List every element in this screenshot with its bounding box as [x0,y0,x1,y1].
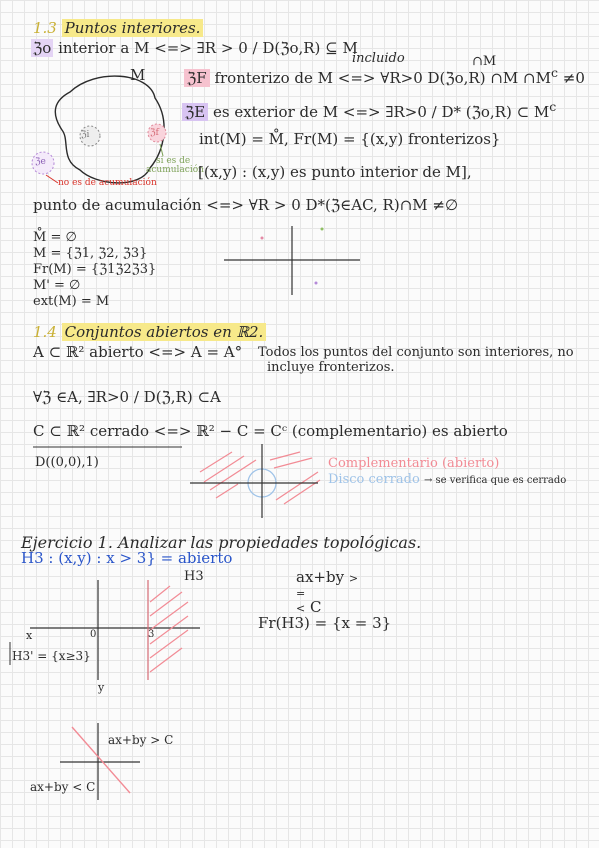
accumulation-point-definition: punto de acumulación <=> ∀R > 0 D*(ℨ∈AC, R)∩M ≠∅ [33,196,459,214]
frontier-point-definition: ℨF fronterizo de M <=> ∀R>0 D(ℨo,R) ∩M $\cap M^c \ne 0$ [184,67,585,86]
cap-m-label: ∩M [472,54,497,69]
half-plane-greater: ax+by > C [108,733,174,747]
y-axis-label: y [98,681,105,694]
point-z2 [321,228,324,231]
origin-label: 0 [90,629,97,640]
example-derived-set: M' = ∅ [33,278,81,293]
open-set-condition: ∀ℨ ∈A, ∃R>0 / D(ℨ,R) ⊂A [33,388,221,406]
set-m-label: M [130,66,146,84]
label-ze: ℨe [35,157,46,167]
section-1-3-heading: 1.3 Puntos interiores. [33,21,203,36]
point-z1 [261,237,264,240]
h3-graph-label: H3 [184,569,204,584]
h3-definition: H3 : (x,y) : x > 3} = abierto [21,549,233,567]
exercise-title: Ejercicio 1. Analizar las propiedades topológicas. [21,533,422,552]
label-zi: ℨi [81,130,90,140]
section-1-4-heading: 1.4 Conjuntos abiertos en ℝ2. [33,325,266,340]
open-set-note-2: incluye fronterizos. [267,360,395,375]
accumulation-note-2: acumulación [146,165,204,175]
tick-3-label: 3 [148,629,155,640]
h3-hatch [150,586,188,672]
open-set-note: Todos los puntos del conjunto son interiores, no [258,345,574,360]
example-interior: M̊ = ∅ [33,230,77,245]
half-plane-less: ax+by < C [30,780,96,794]
example-exterior: ext(M) = M [33,294,110,309]
h3-closure: H3' = {x≥3} [12,649,91,663]
interior-set-definition: [(x,y) : (x,y) es punto interior de M], [198,163,472,181]
interior-frontier-sets: int(M) = M̊, Fr(M) = {(x,y) fronterizos} [199,130,501,148]
example-frontier: Fr(M) = {ℨ1ℨ2ℨ3} [33,262,157,277]
open-set-definition: A ⊂ ℝ² abierto <=> A = A° [33,343,243,361]
not-accumulation-note: no es de acumulación [58,178,157,188]
accumulation-note-1: si es de [156,156,191,166]
linear-inequality: ax+by > = < C [296,568,359,616]
x-axis-label: x [26,629,33,642]
label-zf: ℨf [150,128,159,138]
exterior-point-definition: ℨE es exterior de M <=> ∃R>0 / D* (ℨo,R) ⊂ $M^c$ [182,101,556,120]
interior-point-definition: ℨo interior a M <=> ∃R > 0 / D(ℨo,R) ⊆ M [33,39,358,57]
legend-closed-disc: Disco cerrado → se verifica que es cerrado [328,472,567,487]
h3-frontier: Fr(H3) = {x = 3} [258,614,392,632]
closed-set-definition: C ⊂ ℝ² cerrado <=> ℝ² − C = Cᶜ (complementario) es abierto [33,422,508,440]
disk-example: D((0,0),1) [35,455,99,470]
legend-complement: Complementario (abierto) [328,456,500,471]
point-z3 [315,282,318,285]
example-set-m: M = {ℨ1, ℨ2, ℨ3} [33,246,148,261]
included-label: incluido [352,51,405,66]
